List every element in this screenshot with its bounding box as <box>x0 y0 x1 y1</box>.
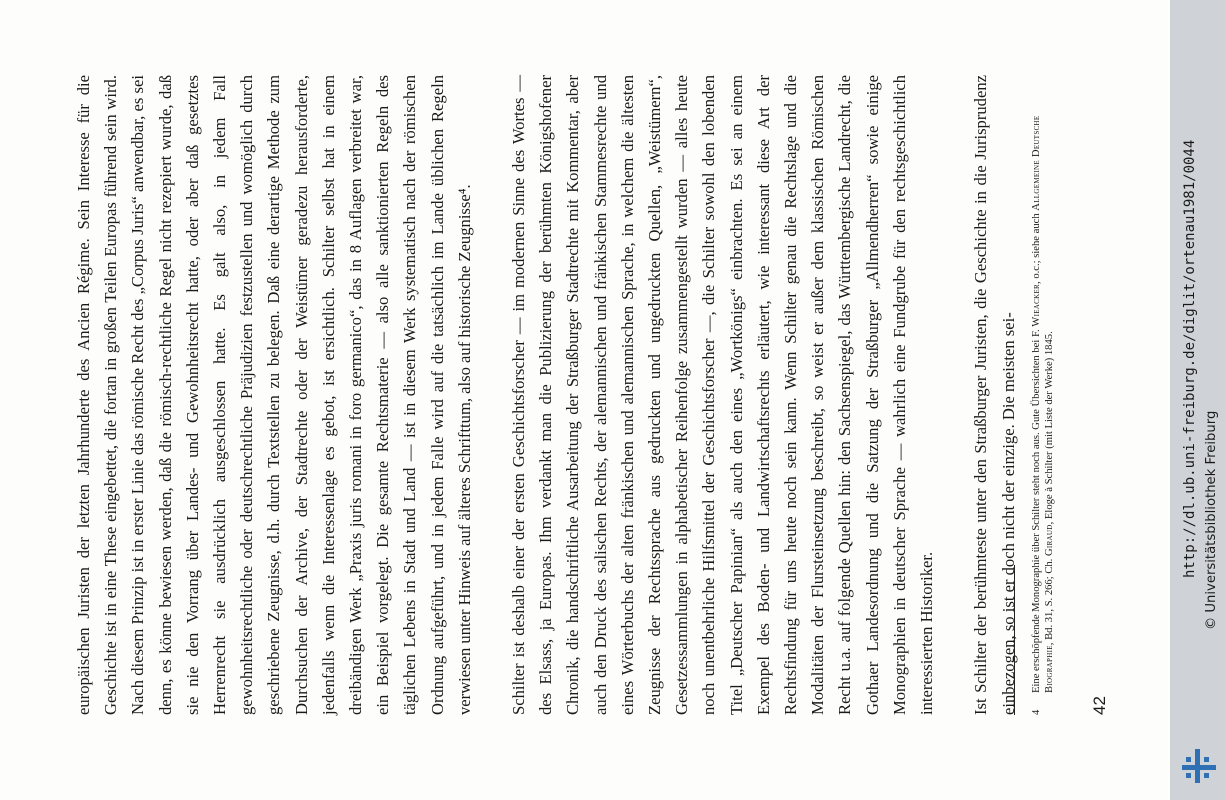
side-strip <box>1170 0 1226 800</box>
copyright-notice: © Universitätsbibliothek Freiburg <box>1204 410 1219 630</box>
page-number: 42 <box>1090 696 1109 715</box>
footnote-divider <box>1014 565 1015 715</box>
footnote-author-wieacker: Wieacker <box>1031 283 1042 327</box>
body-text <box>70 75 1049 715</box>
footnote-text: Eine erschöpfende Monographie über Schilter steht noch aus. Gute Übersichten bei F. Wieacker, o.c.; siehe auch Allgemeine Deutsche Biographie, Bd. 31, S. 266; Ch. Giraud, Eloge à Schilter (mit Liste der Werke) 1845. <box>1031 115 1056 693</box>
paragraph-3: Ist Schilter der berühmteste unter den Straßburger Juristen, die Geschichte in die Jurisprudenz einbezogen, so ist er doch nicht der einzige. Die meisten sei- <box>971 75 1018 715</box>
paragraph-1: europäischen Juristen der letzten Jahrhunderte des Ancien Régime. Sein Interesse für die Geschichte ist in eine These eingebettet, die fortan in großen Teilen Europas führend sein wird. Nach diesem Prinzip ist in erster Linie das römische Recht des „Corpus Juris“ anwendbar, es sei denn, es könne bewiesen werden, daß die römisch-rechtliche Regel nicht rezepiert wurde, daß sie nie den Vorrang über Landes- und Gewohnheitsrecht hatte, oder aber daß gesetztes Herrenrecht sie ausdrücklich ausgeschlossen hatte. Es galt also, in jedem Fall gewohnheitsrechtliche oder deutschrechtliche Präjudizien festzustellen und womöglich durch geschriebene Zeugnisse, d.h. durch Textstellen zu belegen. Daß eine derartige Methode zum Durchsuchen der Archive, der Stadtrechte oder der Weistümer geradezu herausforderte, jedenfalls wenn die Interessenlage es gebot, ist ersichtlich. Schilter selbst hat in einem dreibändigen Werk „Praxis juris romani in foro germanico“, das in 8 Auflagen verbreitet war, ein Beispiel vorgelegt. Die gesamte Rechtsmaterie — also alle sanktionierten Regeln des täglichen Lebens in Stadt und Land — ist in diesem Werk systematisch nach der römischen Ordnung aufgeführt, und in jedem Falle wird auf die tatsächlich im Lande üblichen Regeln verwiesen unter Hinweis auf älteres Schrifttum, also auf historische Zeugnisse⁴. <box>74 75 474 715</box>
paragraph-2: Schilter ist deshalb einer der ersten Geschichtsforscher — im modernen Sinne des Wortes — des Elsass, ja Europas. Ihm verdankt man die Publizierung der berühmten Königshofener Chronik, die handschriftliche Ausarbeitung der Straßburger Stadtrechte mit Kommentar, aber auch den Druck des salischen Rechts, der alemannischen und fränkischen Stammesrechte und eines Wörterbuchs der alten fränkischen und alemannischen Sprache, in welchem die ältesten Zeugnisse der Rechtssprache aus gedruckten und ungedruckten Quellen, „Weistümern“, Gesetzessammlungen in alphabetischer Reihenfolge zusammengestellt wurden — alles heute noch unentbehrliche Hilfsmittel der Geschichtsforscher —, die Schilter sowohl den lobenden Titel „Deutscher Papinian“ als auch den eines „Wortkönigs“ einbrachten. Es sei an einem Exempel des Boden- und Landwirtschaftsrechts erläutert, wie interessant diese Art der Rechtsfindung für uns heute noch sein kann. Wenn Schilter genau die Rechtslage und die Modalitäten der Flursteinsetzung beschreibt, so weist er außer dem klassischen Römischen Recht u.a. auf folgende Quellen hin: den Sachsenspiegel, das Württembergische Landrecht, die Gothaer Landesordnung und die Satzung der Straßburger „Allmendherren“ sowie einige Monographien in deutscher Sprache — wahrlich eine Fundgrube für den rechtsgeschichtlich interessierten Historiker. <box>509 75 937 715</box>
source-url[interactable]: http://dl.ub.uni-freiburg.de/diglit/ortenau1981/0044 <box>1182 139 1198 578</box>
footnote-number: 4 <box>1031 709 1042 715</box>
footnote-adb: Allgemeine Deutsche Biographie <box>1031 115 1056 693</box>
ub-freiburg-logo-icon <box>1178 745 1220 787</box>
footnote-author-giraud: Giraud <box>1044 524 1056 557</box>
footnote <box>1030 75 1057 715</box>
